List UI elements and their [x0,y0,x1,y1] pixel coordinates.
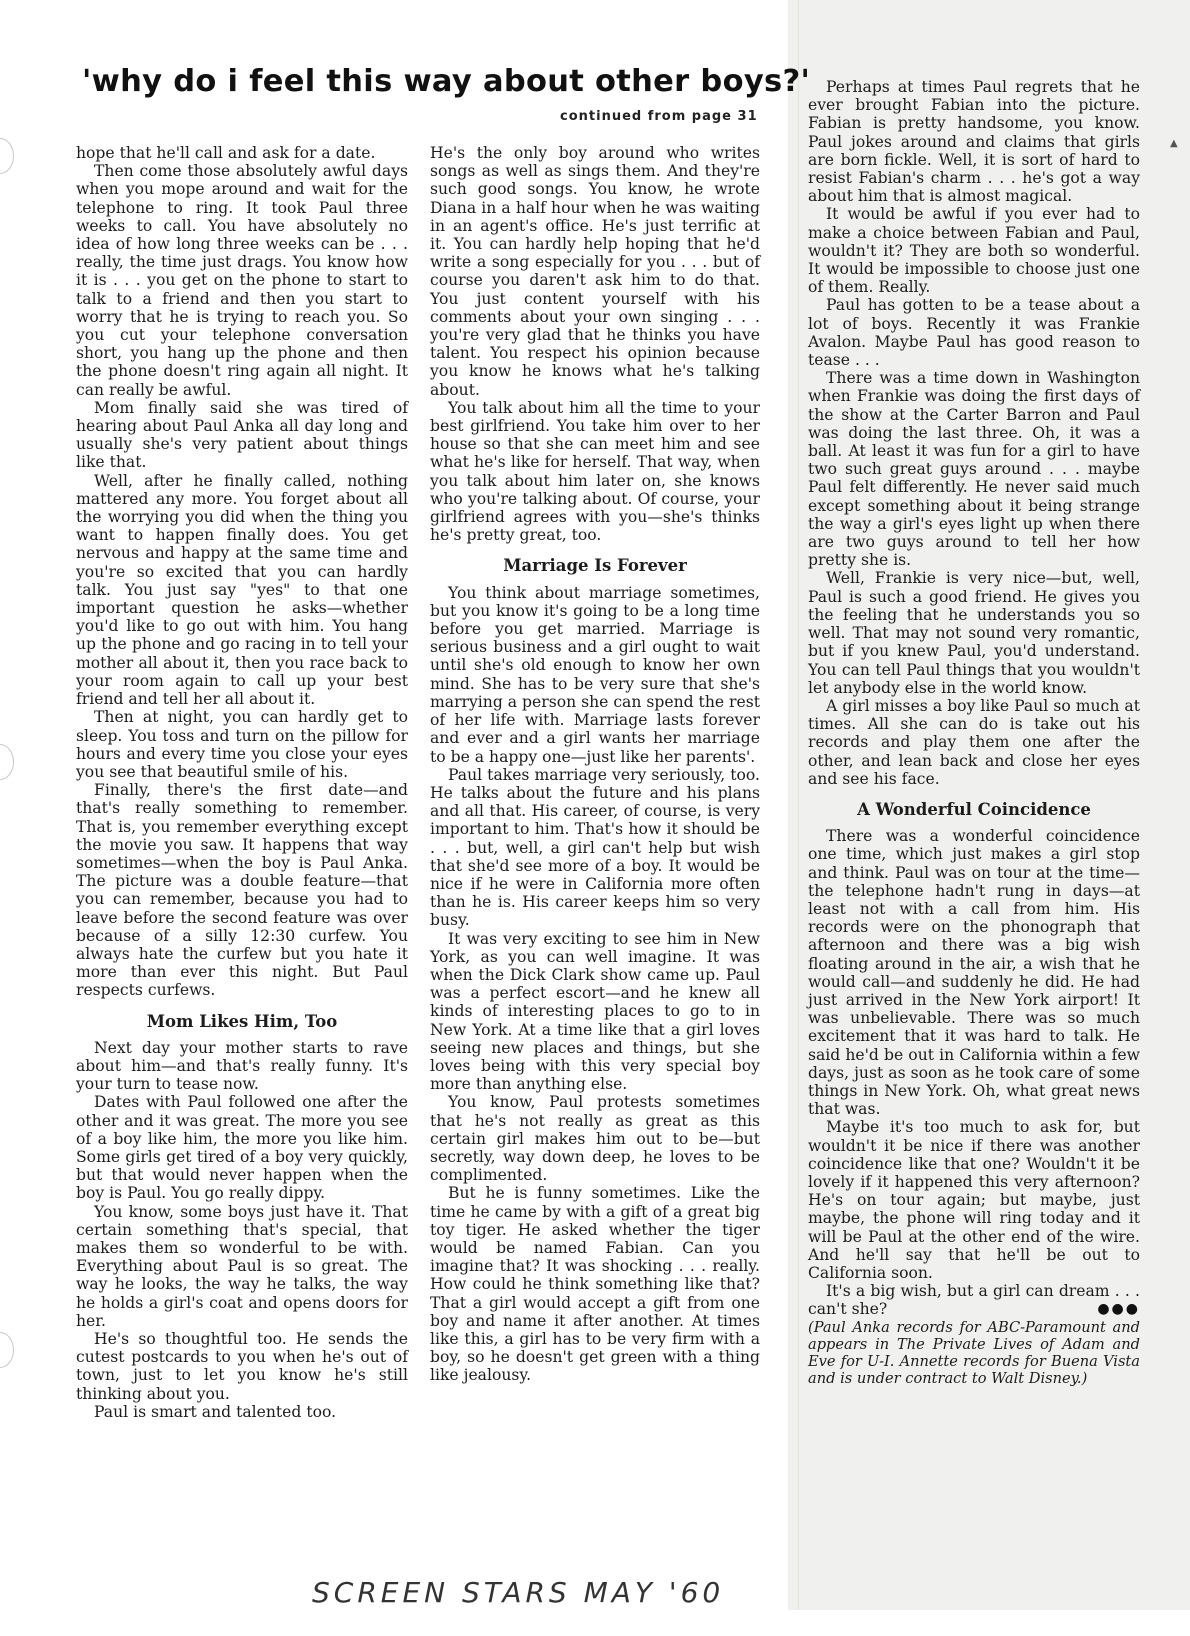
paragraph: You think about marriage sometimes, but you know it's going to be a long time before you get married. Marriage is serious business and a girl ought to wait until she's old enough to know her own mind. She has to be very sure that she's marrying a person she can spend the rest of her life with. Marriage lasts forever and ever and a girl wants her marriage to be a happy one—just like her parents'. [430,583,760,766]
paragraph: Then come those absolutely awful days when you mope around and wait for the telephone to ring. It took Paul three weeks to call. You have absolutely no idea of how long three weeks can be . . . really, the time just drags. You know how it is . . . you get on the phone to start to talk to a friend and then you start to worry that he is trying to reach you. So you cut your telephone conversation short, you hang up the phone and then the phone doesn't ring again all night. It can really be awful. [76,162,408,399]
paragraph: There was a time down in Washington when Frankie was doing the first days of the show at the Carter Barron and Paul was doing the last three. Oh, it was a ball. At least it was fun for a girl to have two such great guys around . . . maybe Paul felt differently. He never said much except something about it being strange the way a girl's eyes light up when there are two guys around to tell her how pretty she is. [808,369,1140,570]
section-heading: A Wonderful Coincidence [857,799,1091,819]
section-heading: Mom Likes Him, Too [146,1011,338,1031]
paragraph: Paul takes marriage very seriously, too. He talks about the future and his plans and all that. His career, of course, is very important to him. That's how it should be . . . but, well, a girl can't help but wish that she'd see more of a boy. It would be nice if he were in California more often than he is. His career keeps him so very busy. [430,765,760,930]
paragraph: Next day your mother starts to rave about him—and that's really funny. It's your turn to tease now. [76,1038,408,1094]
paragraph: You talk about him all the time to your best girlfriend. You take him over to her house so that she can meet him and see what he's like for herself. That way, when you talk about him later on, she knows who you're talking about. Of course, your girlfriend agrees with you—she's thinks he's pretty great, too. [430,398,760,545]
paragraph: You know, Paul protests sometimes that he's not really as great as this certain girl makes him out to be—but secretly, way down deep, he loves to be complimented. [430,1093,760,1185]
paragraph: Then at night, you can hardly get to sleep. You toss and turn on the pillow for hours and every time you close your eyes you see that beautiful smile of his. [76,708,408,781]
text-column-3 [808,78,1140,1387]
paragraph: He's so thoughtful too. He sends the cutest postcards to you when he's out of town, just to let you know he's still thinking about you. [76,1330,408,1403]
paragraph: Finally, there's the first date—and that's really something to remember. That is, you remember everything except the movie you saw. It happens that way sometimes—when the boy is Paul Anka. The picture was a double feature—that you can remember, because you had to leave before the second feature was over because of a silly 12:30 curfew. You always hate the curfew but you hate it more than ever this night. But Paul respects curfews. [76,781,408,1000]
end-of-article-mark: ●●● [1097,1301,1140,1318]
paragraph: Well, Frankie is very nice—but, well, Paul is such a good friend. He gives you the feeling that he understands you so well. That may not sound very romantic, but if you knew Paul, you'd understand. You can tell Paul things that you wouldn't let anybody else in the world know. [808,569,1140,697]
paragraph: hope that he'll call and ask for a date. [76,144,376,162]
paragraph [808,1282,1140,1318]
closing-line: It's a big wish, but a girl can dream . . . can't she? [808,1282,1140,1319]
paragraph: Dates with Paul followed one after the other and it was great. The more you see of a boy like him, the more you like him. Some girls get tired of a boy very quickly, but that would never happen when the boy is Paul. You go really dippy. [76,1093,408,1203]
paragraph: There was a wonderful coincidence one time, which just makes a girl stop and think. Paul was on tour at the time—the telephone hadn't rung in days—at least not with a call from him. His records were on the phonograph that afternoon and there was a big wish floating around in the air, a wish that he would call—and suddenly he did. He had just arrived in the New York airport! It was unbelievable. There was so much excitement that it was hard to talk. He said he'd be out in California within a few days, just as soon as he took care of some things in New York. Oh, what great news that was. [808,827,1140,1119]
paragraph: Paul is smart and talented too. [94,1402,337,1421]
paragraph: Maybe it's too much to ask for, but wouldn't it be nice if there was another coincidence like that one? Wouldn't it be lovely if it happened this very afternoon? He's on tour again; but maybe, just maybe, the phone will ring today and it will be Paul at the other end of the wire. And he'll say that he'll be out to California soon. [808,1118,1140,1282]
paragraph: Perhaps at times Paul regrets that he ever brought Fabian into the picture. Fabian is pretty handsome, you know. Paul jokes around and claims that girls are born fickle. Well, it is sort of hard to resist Fabian's charm . . . he's got a way about him that is almost magical. [808,78,1140,206]
handwritten-source-note: SCREEN STARS MAY '60 [312,1576,725,1609]
paragraph: Mom finally said she was tired of hearing about Paul Anka all day long and usually she's very patient about things like that. [76,398,408,472]
binder-hole-top [0,138,14,174]
paragraph: Paul has gotten to be a tease about a lot of boys. Recently it was Frankie Avalon. Maybe Paul has good reason to tease . . . [808,296,1140,370]
paragraph: But he is funny sometimes. Like the time he came by with a gift of a great big toy tiger. He asked whether the tiger would be named Fabian. Can you imagine that? It was shocking . . . really. How could he think something like that? That a girl would accept a gift from one boy and name it after another. At times like this, a girl has to be very firm with a boy, so he doesn't get green with a thing like jealousy. [430,1184,760,1385]
paragraph: You know, some boys just have it. That certain something that's special, that makes them so wonderful to be with. Everything about Paul is so great. The way he looks, the way he talks, the way he holds a girl's coat and opens doors for her. [76,1202,408,1330]
sidebar-shading-edge [798,0,799,1610]
paragraph: Well, after he finally called, nothing mattered any more. You forget about all the worrying you did when the thing you want to happen finally does. You get nervous and happy at the same time and you're so excited that you can hardly talk. You just say "yes" to that one important question he asks—whether you'd like to go out with him. You hang up the phone and go racing in to tell your mother all about it, then you race back to your room again to call up your best friend and tell her all about it. [76,471,408,709]
binder-hole-bottom [0,1332,14,1368]
binder-hole-middle [0,744,14,780]
text-column-1 [76,144,408,1421]
photo-credit-note: (Paul Anka records for ABC-Paramount and appears in The Private Lives of Adam and Eve for U-I. Annette records for Buena Vista and is under contract to Walt Disney.) [808,1318,1140,1387]
paragraph: He's the only boy around who writes songs as well as sings them. And they're such good songs. You know, he wrote Diana in a half hour when he was waiting in an agent's office. He's just terrific at it. You can hardly help hoping that he'd write a song especially for you . . . but of course you daren't ask him to do that. You just content yourself with his comments about your own singing . . . you're very glad that he thinks you have talent. You respect his opinion because you know he knows what he's talking about. [430,144,760,399]
paragraph: A girl misses a boy like Paul so much at times. All she can do is take out his records and play them one after the other, and lean back and close her eyes and see his face. [808,696,1140,788]
section-heading: Marriage Is Forever [503,556,687,576]
paragraph: It was very exciting to see him in New York, as you can well imagine. It was when the Dick Clark show came up. Paul was a perfect escort—and he knew all kinds of interesting places to go to in New York. At a time like that a girl loves seeing new places and things, but she loves being with this very special boy more than anything else. [430,929,760,1094]
article-headline: 'why do i feel this way about other boys?' [82,64,811,99]
paragraph: It would be awful if you ever had to make a choice between Fabian and Paul, wouldn't it? They are both so wonderful. It would be impossible to choose just one of them. Really. [808,205,1140,297]
continued-from-note: continued from page 31 [560,109,758,124]
margin-arrow-icon: ▲ [1170,138,1178,149]
text-column-2 [430,144,760,1385]
